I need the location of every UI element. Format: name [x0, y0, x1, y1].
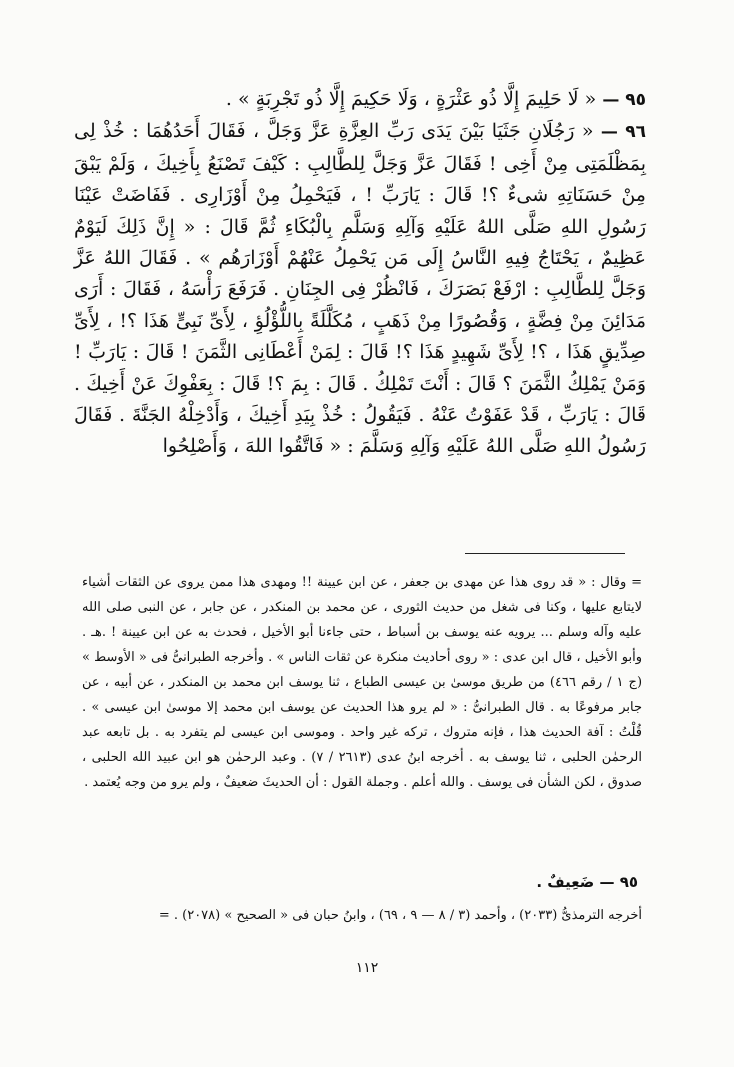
- hadith-number: ٩٦ —: [600, 122, 647, 143]
- hadith-number: ٩٥ —: [602, 90, 646, 110]
- hadith-text: « رَجُلَانِ جَثَيَا بَيْنَ يَدَى رَبِّ العِزَّةِ عَزَّ وَجَلَّ ، فَقَالَ أَحَدُهُمَا : خُذْ لِى بِمَظْلَمَتِى مِنْ أَخِى ! فَقَالَ عَزَّ وَجَلَّ لِلطَّالِبِ : كَيْفَ تَصْنَعُ بِأَخِيكَ ، وَلَمْ يَبْقَ مِنْ حَسَنَاتِهِ شىءٌ ؟! قَالَ : يَارَبِّ ! ، فَيَحْمِلُ مِنْ أَوْزَارِى . فَفَاضَتْ عَيْنَا رَسُولِ اللهِ صَلَّى اللهُ عَلَيْهِ وَآلِهِ وَسَلَّمِ بِالْبُكَاءِ ثُمَّ قَالَ : « إِنَّ ذَلِكَ لَيَوْمٌ عَظِيمٌ ، يَحْتَاجُ فِيهِ النَّاسُ إِلَى مَن يَحْمِلُ عَنْهُمْ أَوْزَارَهُم » . فَقَالَ اللهُ عَزَّ وَجَلَّ لِلطَّالِبِ : ارْفَعْ بَصَرَكَ ، فَانْظُرْ فِى الجِنَانِ . فَرَفَعَ رَأْسَهُ ، فَقَالَ : أَرَى مَدَائِنَ مِنْ فِضَّةٍ ، وَقُصُورًا مِنْ ذَهَبٍ ، مُكَلَّلَةً بِاللُّؤْلُؤِ ، لِأَىِّ نَبِىٍّ هَذَا ؟! ، لِأَىِّ صِدِّيقٍ هَذَا ، ؟! لِأَىِّ شَهِيدٍ هَذَا ؟! قَالَ : لِمَنْ أَعْطَانِى الثَّمَنَ ! قَالَ : يَارَبِّ ! وَمَنْ يَمْلِكُ الثَّمَنَ ؟ قَالَ : أَنْتَ تَمْلِكُ . قَالَ : بِمَ ؟! قَالَ : بِعَفْوِكَ عَنْ أَخِيكَ . قَالَ : يَارَبِّ ، قَدْ عَفَوْتُ عَنْهُ . فَيَقُولُ : خُذْ بِيَدِ أَخِيكَ ، وَأَدْخِلْهُ الجَنَّةَ . فَقَالَ رَسُولُ اللهِ صَلَّى اللهُ عَلَيْهِ وَآلِهِ وَسَلَّمَ : « فَاتَّقُوا اللهَ ، وَأَصْلِحُوا: [74, 120, 646, 458]
- hadith-text: « لَا حَلِيمَ إِلَّا ذُو عَثْرَةٍ ، وَلَا حَكِيمَ إِلَّا ذُو تَجْرِبَةٍ » .: [225, 88, 597, 110]
- hadith-grade: ٩٥ — ضَعِيفٌ .: [536, 873, 638, 891]
- hadith-95: [74, 84, 646, 116]
- hadith-96: [74, 116, 646, 462]
- page-number: ١١٢: [355, 960, 379, 976]
- footnotes: [82, 570, 642, 795]
- footnote-divider: [465, 553, 625, 554]
- footnote-paragraph: = وقال : « قد روى هذا عن مهدى بن جعفر ، عن ابن عيينة !! ومهدى هذا ممن يروى عن الثقات أشياء لايتابع عليها ، وكنا فى شغل من حديث الثورى ، عن محمد بن المنكدر ، عن جابر ، عن النبى صلى الله عليه وآله وسلم ... يرويه عنه يوسف بن أسباط ، حتى جاءنا أبو الأخيل ، فحدث به عن ابن عيينة ! .هـ . وأبو الأخيل ، قال ابن عدى : « روى أحاديث منكرة عن ثقات الناس » . وأخرجه الطبرانىُّ فى « الأوسط » (ج ١ / رقم ٤٦٦) من طريق موسىٰ بن عيسى الطباع ، ثنا يوسف ابن محمد بن المنكدر ، عن أبيه ، عن جابر مرفوعًا به . قال الطبرانىُّ : « لم يرو هذا الحديث عن يوسف ابن محمد إلا موسىٰ ابن عيسى » . قُلْتُ : آفة الحديث هذا ، فإنه متروك ، تركه غير واحد . وموسى ابن عيسى لم يتفرد به . بل تابعه عبد الرحمٰن الحلبى ، ثنا يوسف به . أخرجه ابنُ عدى (٢٦١٣ / ٧) . وعبد الرحمٰن هو ابن عبيد الله الحلبى ، صدوق ، لكن الشأن فى يوسف . والله أعلم . وجملة القول : أن الحديثَ ضعيفٌ ، ولم يرو من وجه يُعتمد .: [82, 575, 643, 790]
- source-note: أخرجه الترمذىُّ (٢٠٣٣) ، وأحمد (٣ / ٨ — ٩ ، ٦٩) ، وابنُ حبان فى « الصحيح » (٢٠٧٨) . =: [158, 908, 642, 923]
- main-text: [74, 84, 646, 463]
